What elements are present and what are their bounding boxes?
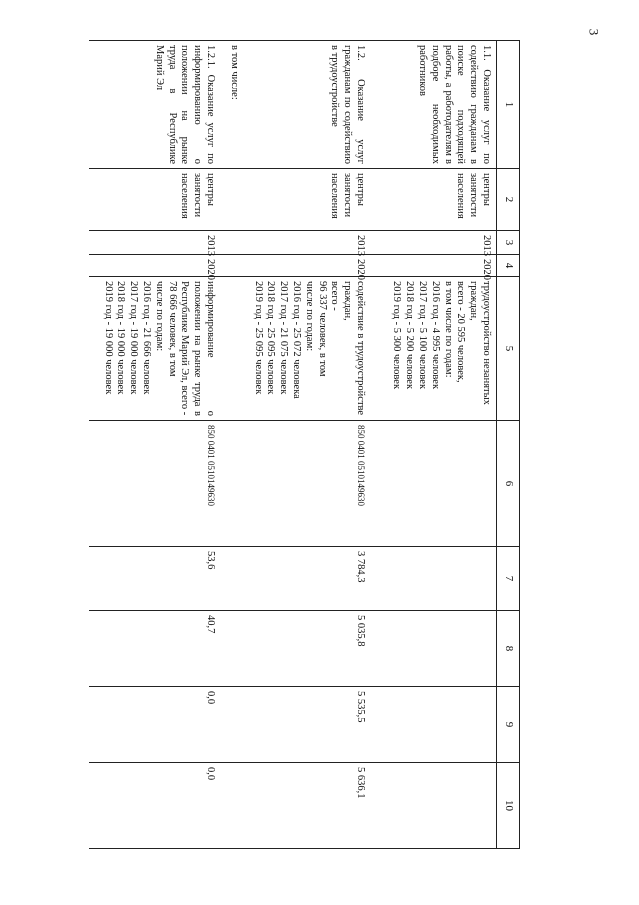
col-header-1: 1 bbox=[497, 41, 520, 169]
col-header-4: 4 bbox=[497, 255, 520, 277]
end-year: 2020 bbox=[89, 255, 220, 277]
budget-code: 850 0401 0510149630 bbox=[89, 421, 220, 547]
rotated-table-stage bbox=[102, 40, 520, 848]
table-row bbox=[89, 41, 220, 849]
executor: центры занятости населения bbox=[370, 169, 497, 231]
col-header-3: 3 bbox=[497, 231, 520, 255]
measure-name: 1.2. Оказание услуг гражданам по содействию в трудоустройстве bbox=[244, 41, 370, 169]
value-col10: 5 636,1 bbox=[244, 763, 370, 849]
value-col9: 5 535,5 bbox=[244, 687, 370, 763]
col-header-6: 6 bbox=[497, 421, 520, 547]
measure-name: 1.2.1. Оказание услуг по информированию о положении на рынке труда в Республике Марий Эл bbox=[89, 41, 220, 169]
executor: центры занятости населения bbox=[89, 169, 220, 231]
value-col7: 53,6 bbox=[89, 547, 220, 611]
col-header-8: 8 bbox=[497, 611, 520, 687]
header-row bbox=[497, 41, 520, 849]
value-col10 bbox=[370, 763, 497, 849]
value-col8: 40,7 bbox=[89, 611, 220, 687]
end-year: 2020 bbox=[244, 255, 370, 277]
expected-result: информирование о положении на рынке труда в Республике Марий Эл, всего - 78 666 человек, в том числе по годам: 2016 год - 21 666 человек 2017 год - 19 000 человек 2018 год - 19 000 человек 2019 год - 19 000 человек bbox=[89, 277, 220, 421]
end-year: 2020 bbox=[370, 255, 497, 277]
value-col9 bbox=[370, 687, 497, 763]
expected-result: содействие в трудоустройстве граждан, всего - 96 337 человек, в том числе по годам: 2016 год - 25 072 человека 2017 год - 21 075 человек 2018 год - 25 095 человек 2019 год - 25 095 человек bbox=[244, 277, 370, 421]
col-header-7: 7 bbox=[497, 547, 520, 611]
budget-code: 850 0401 0510149630 bbox=[244, 421, 370, 547]
value-col9: 0,0 bbox=[89, 687, 220, 763]
value-col8: 5 035,8 bbox=[244, 611, 370, 687]
col-header-9: 9 bbox=[497, 687, 520, 763]
program-table bbox=[89, 40, 520, 849]
value-col8 bbox=[370, 611, 497, 687]
start-year: 2013 bbox=[244, 231, 370, 255]
subheading: в том числе: bbox=[220, 41, 244, 169]
table-row bbox=[220, 41, 244, 849]
value-col10: 0,0 bbox=[89, 763, 220, 849]
executor: центры занятости населения bbox=[244, 169, 370, 231]
col-header-2: 2 bbox=[497, 169, 520, 231]
table-row bbox=[244, 41, 370, 849]
measure-name: 1.1. Оказание услуг по содействию гражданам в поиске подходящей работы, а работодателям в подборе необходимых работников bbox=[370, 41, 497, 169]
budget-code bbox=[370, 421, 497, 547]
start-year: 2013 bbox=[370, 231, 497, 255]
expected-result: трудоустройство незанятых граждан, всего - 20 595 человек, в том числе по годам: 2016 год - 4 995 человек 2017 год - 5 100 человек 2018 год - 5 200 человек 2019 год - 5 300 человек bbox=[370, 277, 497, 421]
table-row bbox=[370, 41, 497, 849]
col-header-5: 5 bbox=[497, 277, 520, 421]
start-year: 2013 bbox=[89, 231, 220, 255]
value-col7 bbox=[370, 547, 497, 611]
col-header-10: 10 bbox=[497, 763, 520, 849]
page-number: 3 bbox=[586, 28, 602, 36]
value-col7: 3 784,3 bbox=[244, 547, 370, 611]
